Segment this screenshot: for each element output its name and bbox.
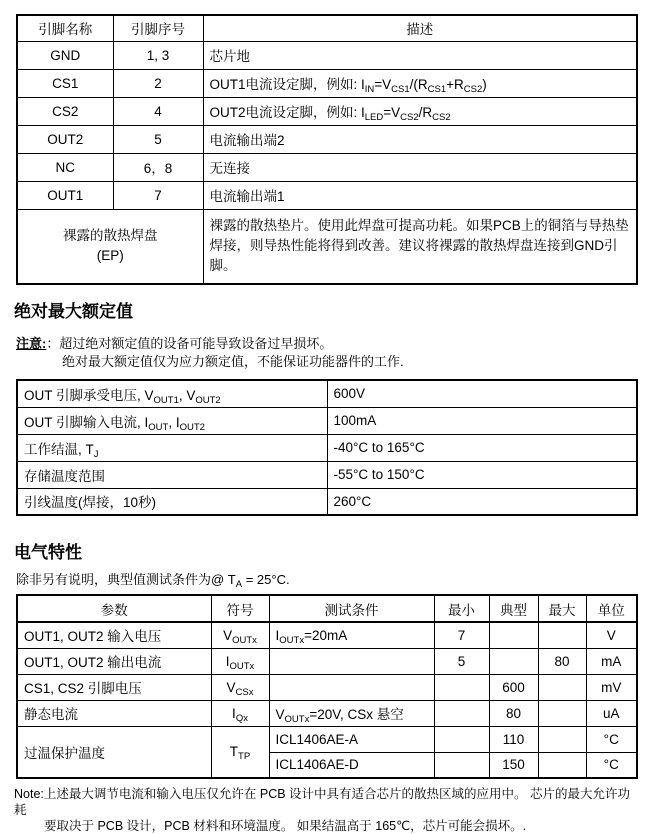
abs-max-label: 存储温度范围 [17,461,327,488]
footnote-text1: 上述最大调节电流和输入电压仅允许在 PCB 设计中具有适合芯片的散热区域的应用中。 芯片的最大允许功耗 [14,787,631,817]
pin-name-ep [17,209,203,284]
ep-name-line2: (EP) [96,248,124,264]
elec-header-param: 参数 [17,595,211,622]
elec-row-quiescent-current [17,700,637,726]
elec-header-cond: 测试条件 [269,595,434,622]
abs-max-note [16,335,638,371]
elec-cond: $V_{OUTx}=20V$, CSx 悬空 [269,700,434,726]
abs-max-row [17,407,637,434]
elec-row-output-current [17,648,637,674]
pin-row-gnd [17,41,637,69]
pin-number: 2 [113,69,203,97]
elec-section-title: 电气特性 [14,543,82,562]
elec-unit: V [586,622,637,648]
elec-symbol: $V_{OUTx}$ [211,622,269,648]
elec-typ [489,622,538,648]
footnote-line1 [14,786,638,818]
abs-max-value: -55°C to 150°C [327,461,637,488]
elec-max [538,726,586,752]
pin-desc: 电流输出端2 [203,125,637,153]
elec-max [538,700,586,726]
elec-symbol: $V_{CSx}$ [211,674,269,700]
elec-typ [489,648,538,674]
footnote-line2: 要取决于 PCB 设计，PCB 材料和环境温度。 如果结温高于 165℃，芯片可能会损坏。. [44,819,527,833]
elec-min: 7 [434,622,489,648]
elec-symbol: $I_{Qx}$ [211,700,269,726]
bottom-footnote [14,786,638,834]
elec-typ: 150 [489,752,538,778]
pin-desc: 芯片地 [203,41,637,69]
elec-max [538,622,586,648]
pin-name-header: 引脚名称 [17,15,113,41]
elec-unit: °C [586,726,637,752]
pin-row-cs1 [17,69,637,97]
pin-description-table [16,14,638,285]
abs-max-table [16,379,638,516]
abs-max-label: 引线温度(焊接，10秒) [17,488,327,515]
elec-characteristics-table [16,594,638,779]
elec-min: 5 [434,648,489,674]
elec-cond: $I_{OUTx}=20mA$ [269,622,434,648]
elec-min [434,700,489,726]
elec-row-input-voltage [17,622,637,648]
pin-desc-ep: 裸露的散热垫片。使用此焊盘可提高功耗。如果PCB上的铜箔与导热垫焊接，则导热性能将得到改善。建议将裸露的散热焊盘连接到GND引脚。 [203,209,637,284]
abs-max-note-line1 [16,335,638,353]
pin-name: OUT2 [17,125,113,153]
elec-header-min: 最小 [434,595,489,622]
elec-test-condition: 除非另有说明，典型值测试条件为@ $T_A = 25^\circ C$. [16,572,290,590]
pin-desc: OUT1电流设定脚，例如: $I_{IN}=V_{CS1}/(R_{CS1}+R_{CS2})$ [203,69,637,97]
elec-max: 80 [538,648,586,674]
elec-unit: mA [586,648,637,674]
pin-row-out1 [17,181,637,209]
elec-cond: ICL1406AE-D [269,752,434,778]
elec-header-row [17,595,637,622]
abs-max-row [17,488,637,515]
elec-param: OUT1, OUT2 输出电流 [17,648,211,674]
elec-symbol: $I_{OUTx}$ [211,648,269,674]
abs-max-label: 工作结温, $T_J$ [17,434,327,461]
pin-desc-header: 描述 [203,15,637,41]
pin-number: 7 [113,181,203,209]
elec-unit: mV [586,674,637,700]
pin-number: 5 [113,125,203,153]
pin-row-out2 [17,125,637,153]
abs-max-label: OUT 引脚输入电流, $I_{OUT}$, $I_{OUT2}$ [17,407,327,434]
elec-min [434,752,489,778]
note-text1: 超过绝对额定值的设备可能导致设备过早损坏。 [59,336,333,351]
elec-max [538,674,586,700]
pin-number: 6，8 [113,153,203,181]
pin-desc: OUT2电流设定脚，例如: $I_{LED}=V_{CS2}/R_{CS2}$ [203,97,637,125]
elec-symbol-otp: $T_{TP}$ [211,726,269,778]
abs-max-row [17,461,637,488]
elec-param-otp: 过温保护温度 [17,726,211,778]
elec-param: OUT1, OUT2 输入电压 [17,622,211,648]
pin-name: OUT1 [17,181,113,209]
elec-param: CS1, CS2 引脚电压 [17,674,211,700]
elec-min [434,674,489,700]
pin-name: NC [17,153,113,181]
pin-number-header: 引脚序号 [113,15,203,41]
abs-max-note-line2: 绝对最大额定值仅为应力额定值，不能保证功能器件的工作. [62,354,404,369]
pin-row-nc [17,153,637,181]
elec-header-max: 最大 [538,595,586,622]
elec-cond: ICL1406AE-A [269,726,434,752]
pin-name: CS2 [17,97,113,125]
footnote-label: Note: [14,787,44,801]
abs-max-value: 260°C [327,488,637,515]
abs-max-row [17,380,637,407]
abs-max-label: OUT 引脚承受电压, $V_{OUT1}$, $V_{OUT2}$ [17,380,327,407]
elec-max [538,752,586,778]
elec-cond [269,674,434,700]
pin-desc: 无连接 [203,153,637,181]
elec-typ: 600 [489,674,538,700]
note-label: 注意: [16,336,47,351]
elec-param: 静态电流 [17,700,211,726]
abs-max-value: 600V [327,380,637,407]
elec-min [434,726,489,752]
elec-unit: °C [586,752,637,778]
abs-max-value: -40°C to 165°C [327,434,637,461]
elec-typ: 110 [489,726,538,752]
pin-row-ep [17,209,637,284]
pin-number: 4 [113,97,203,125]
pin-name: CS1 [17,69,113,97]
ep-name-line1: 裸露的散热焊盘 [63,228,158,244]
elec-header-symbol: 符号 [211,595,269,622]
abs-max-row [17,434,637,461]
elec-row-cs-voltage [17,674,637,700]
pin-number: 1, 3 [113,41,203,69]
elec-typ: 80 [489,700,538,726]
abs-max-section-title: 绝对最大额定值 [14,302,133,321]
elec-header-typ: 典型 [489,595,538,622]
elec-row-otp-a [17,726,637,752]
pin-desc: 电流输出端1 [203,181,637,209]
abs-max-value: 100mA [327,407,637,434]
pin-table-header-row [17,15,637,41]
elec-cond [269,648,434,674]
note-colon: ： [46,336,60,351]
elec-unit: uA [586,700,637,726]
elec-header-unit: 单位 [586,595,637,622]
pin-row-cs2 [17,97,637,125]
pin-name: GND [17,41,113,69]
